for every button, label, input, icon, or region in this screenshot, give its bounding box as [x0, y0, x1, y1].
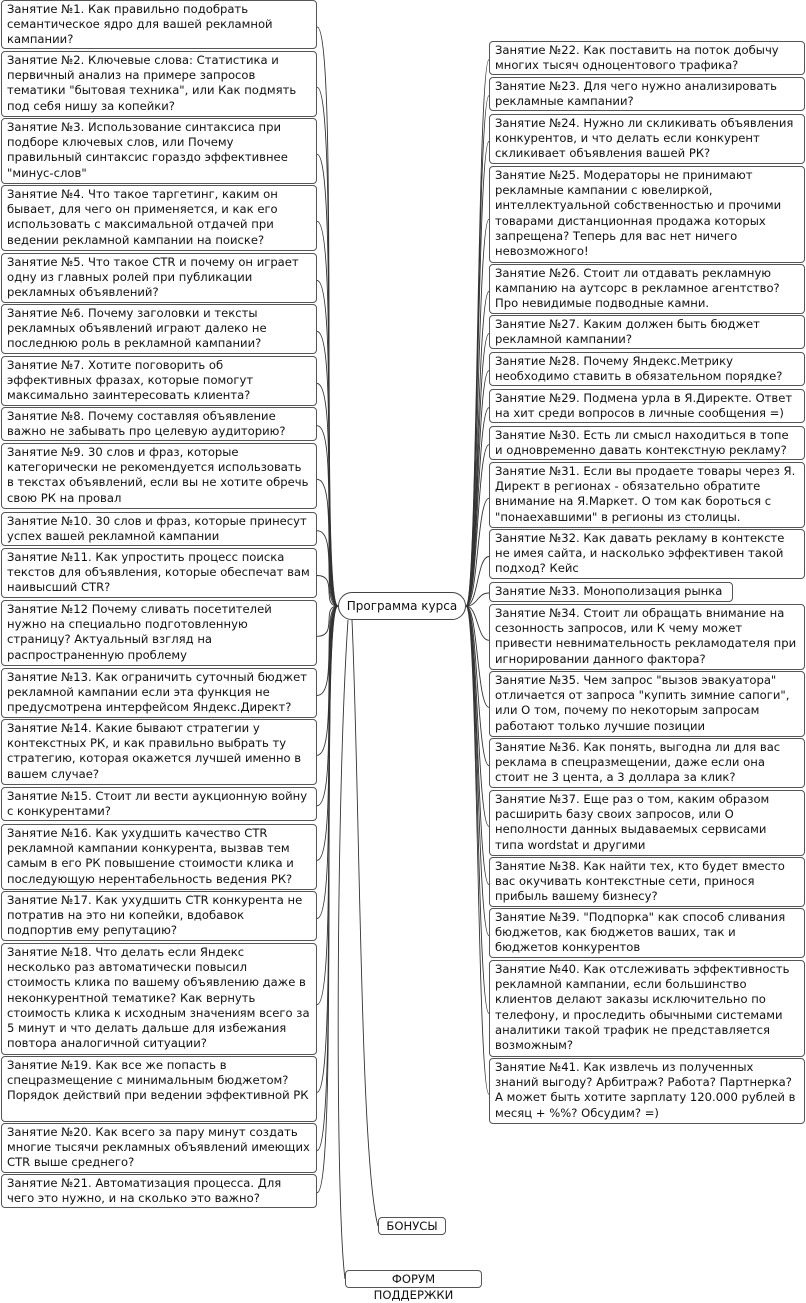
connector-line: [317, 531, 338, 606]
left-lesson-node[interactable]: Занятие №17. Как ухудшить CTR конкурента не потратив на это ни копейки, вдобавок подпортив ему репутацию?: [1, 891, 317, 941]
right-lesson-node[interactable]: Занятие №25. Модераторы не принимают рекламные кампании с ювелиркой, интеллектуальной собственностью и прочими товарами дистанционная продажа которых запрещена? Теперь для вас нет ничего невозможного!: [489, 166, 805, 263]
connector-line: [317, 384, 338, 607]
left-lesson-node[interactable]: Занятие №14. Какие бывают стратегии у контекстных РК, и как правильно выбрать ту стратегию, которая окажется лучшей именно в вашем случае?: [1, 719, 317, 785]
left-lesson-node[interactable]: Занятие №10. 30 слов и фраз, которые принесут успех вашей рекламной кампании: [1, 512, 317, 546]
left-lesson-node[interactable]: Занятие №21. Автоматизация процесса. Для чего это нужно, и на сколько это важно?: [1, 1174, 317, 1208]
connector-line: [317, 606, 338, 696]
left-lesson-node[interactable]: Занятие №15. Стоит ли вести аукционную войну с конкурентами?: [1, 787, 317, 821]
connector-line: [317, 426, 338, 606]
right-lesson-node[interactable]: Занятие №31. Если вы продаете товары через Я. Директ в регионах - обязательно обратите внимание на Я.Маркет. О том как бороться с "понаехавшими" в регионы из столицы.: [489, 462, 805, 528]
right-lesson-node[interactable]: Занятие №41. Как извлечь из полученных знаний выгоду? Арбитраж? Работа? Партнерка? А может быть хотите зарплату 120.000 рублей в месяц + %%? Обсудим? =): [489, 1058, 805, 1124]
right-lesson-node[interactable]: Занятие №22. Как поставить на поток добычу многих тысяч одноцентового трафика?: [489, 41, 805, 75]
left-lesson-node[interactable]: Занятие №4. Что такое таргетинг, каким он бывает, для чего он применяется, и как его использовать с максимальной отдачей при ведении рекламной кампании на поиске?: [1, 185, 317, 251]
right-lesson-node[interactable]: Занятие №30. Есть ли смысл находиться в топе и одновременно давать контекстную рекламу?: [489, 426, 805, 460]
left-lesson-node[interactable]: Занятие №8. Почему составляя объявление важно не забывать про целевую аудиторию?: [1, 407, 317, 441]
connector-line: [317, 606, 338, 1193]
right-lesson-node[interactable]: Занятие №36. Как понять, выгодна ли для вас реклама в спецразмещении, даже если она стоит не 3 цента, а 3 доллара за клик?: [489, 738, 805, 788]
left-lesson-node[interactable]: Занятие №9. 30 слов и фраз, которые категорически не рекомендуется использовать в текстах объявлений, если вы не хотите обречь свою РК на провал: [1, 443, 317, 509]
right-lesson-node[interactable]: Занятие №26. Стоит ли отдавать рекламную кампанию на аутсорс в рекламное агентство? Про невидимые подводные камни.: [489, 264, 805, 314]
right-lesson-node[interactable]: Занятие №35. Чем запрос "вызов эвакуатора" отличается от запроса "купить зимние сапоги", или О том, почему по некоторым запросам работают только лучшие позиции: [489, 671, 805, 737]
left-lesson-node[interactable]: Занятие №3. Использование синтаксиса при подборе ключевых слов, или Почему правильный синтаксис гораздо эффективнее "минус-слов": [1, 118, 317, 184]
left-lesson-node[interactable]: Занятие №18. Что делать если Яндекс несколько раз автоматически повысил стоимость клика по вашему объявлению даже в неконкурентной тематике? Как вернуть стоимость клика к исходным значениям всего за 5 минут и что делать дальше для избежания повтора аналогичной ситуации?: [1, 943, 317, 1055]
left-lesson-node[interactable]: Занятие №7. Хотите поговорить об эффективных фразах, которые помогут максимально заинтересовать клиента?: [1, 356, 317, 406]
connector-line: [466, 606, 489, 1013]
connector-line: [317, 221, 338, 606]
left-lesson-node[interactable]: Занятие №20. Как всего за пару минут создать многие тысячи рекламных объявлений имеющих CTR выше среднего?: [1, 1123, 317, 1173]
connector-line: [317, 332, 338, 607]
central-topic[interactable]: Программа курса: [338, 592, 466, 620]
right-lesson-node[interactable]: Занятие №28. Почему Яндекс.Метрику необходимо ставить в обязательном порядке?: [489, 352, 805, 386]
right-lesson-node[interactable]: Занятие №34. Стоит ли обращать внимание на сезонность запросов, или К чему может привести невнимательность рекламодателя при игнорировании данного фактора?: [489, 604, 805, 670]
right-lesson-node[interactable]: Занятие №37. Еще раз о том, каким образом расширить базу своих запросов, или О неполности данных выдаваемых сервисами типа wordstat и другими: [489, 790, 805, 856]
connector-line: [338, 620, 348, 1279]
right-lesson-node[interactable]: Занятие №39. "Подпорка" как способ сливания бюджетов, как бюджетов ваших, так и бюджетов конкурентов: [489, 908, 805, 958]
right-lesson-node[interactable]: Занятие №24. Нужно ли скликивать объявления конкурентов, и что делать если конкурент скликивает объявления вашей РК?: [489, 114, 805, 164]
right-lesson-node[interactable]: Занятие №32. Как давать рекламу в контексте не имея сайта, и насколько эффективен такой подход? Кейс: [489, 529, 805, 579]
connector-line: [352, 620, 378, 1226]
connector-line: [317, 606, 338, 860]
connector-line: [466, 606, 489, 1094]
right-lesson-node[interactable]: Занятие №23. Для чего нужно анализировать рекламные кампании?: [489, 77, 805, 111]
left-lesson-node[interactable]: Занятие №12 Почему сливать посетителей нужно на специально подготовленную страницу? Актуальный взгляд на распространенную проблему: [1, 600, 317, 666]
right-lesson-node[interactable]: Занятие №38. Как найти тех, кто будет вместо вас окучивать контекстные сети, принося прибыль вашему бизнесу?: [489, 857, 805, 907]
forum-node[interactable]: ФОРУМ ПОДДЕРЖКИ: [345, 1270, 482, 1288]
left-lesson-node[interactable]: Занятие №2. Ключевые слова: Статистика и первичный анализ на примере запросов тематики "бытовая техника", или Как подмять под себя нишу за копейки?: [1, 51, 317, 117]
right-lesson-node[interactable]: Занятие №27. Каким должен быть бюджет рекламной кампании?: [489, 315, 805, 349]
right-lesson-node[interactable]: Занятие №29. Подмена урла в Я.Директе. Ответ на хит среди вопросов в личные сообщения =): [489, 389, 805, 423]
right-lesson-node[interactable]: Занятие №33. Монополизация рынка: [489, 582, 733, 602]
bonus-node[interactable]: БОНУСЫ: [378, 1217, 446, 1235]
left-lesson-node[interactable]: Занятие №6. Почему заголовки и тексты рекламных объявлений играют далеко не последнюю роль в рекламной кампании?: [1, 304, 317, 354]
left-lesson-node[interactable]: Занятие №13. Как ограничить суточный бюджет рекламной кампании если эта функция не предусмотрена интерфейсом Яндекс.Директ?: [1, 668, 317, 718]
right-lesson-node[interactable]: Занятие №40. Как отслеживать эффективность рекламной кампании, если большинство клиентов делают заказы исключительно по телефону, и проследить обычными системами аналитики такой трафик не представляется возможным?: [489, 960, 805, 1057]
left-lesson-node[interactable]: Занятие №11. Как упростить процесс поиска текстов для объявления, которые обеспечат вам наивысший CTR?: [1, 548, 317, 598]
connector-line: [466, 142, 489, 607]
left-lesson-node[interactable]: Занятие №1. Как правильно подобрать семантическое ядро для вашей рекламной кампании?: [1, 0, 317, 49]
left-lesson-node[interactable]: Занятие №19. Как все же попасть в спецразмещение с минимальным бюджетом? Порядок действий при ведении эффективной РК: [1, 1056, 317, 1122]
connector-line: [317, 281, 338, 607]
left-lesson-node[interactable]: Занятие №16. Как ухудшить качество CTR рекламной кампании конкурента, вызвав тем самым в его РК повышение стоимости клика и последующую нерентабельность ведения РК?: [1, 824, 317, 890]
left-lesson-node[interactable]: Занятие №5. Что такое CTR и почему он играет одну из главных ролей при публикации рекламных объявлений?: [1, 253, 317, 303]
connector-line: [317, 27, 338, 606]
